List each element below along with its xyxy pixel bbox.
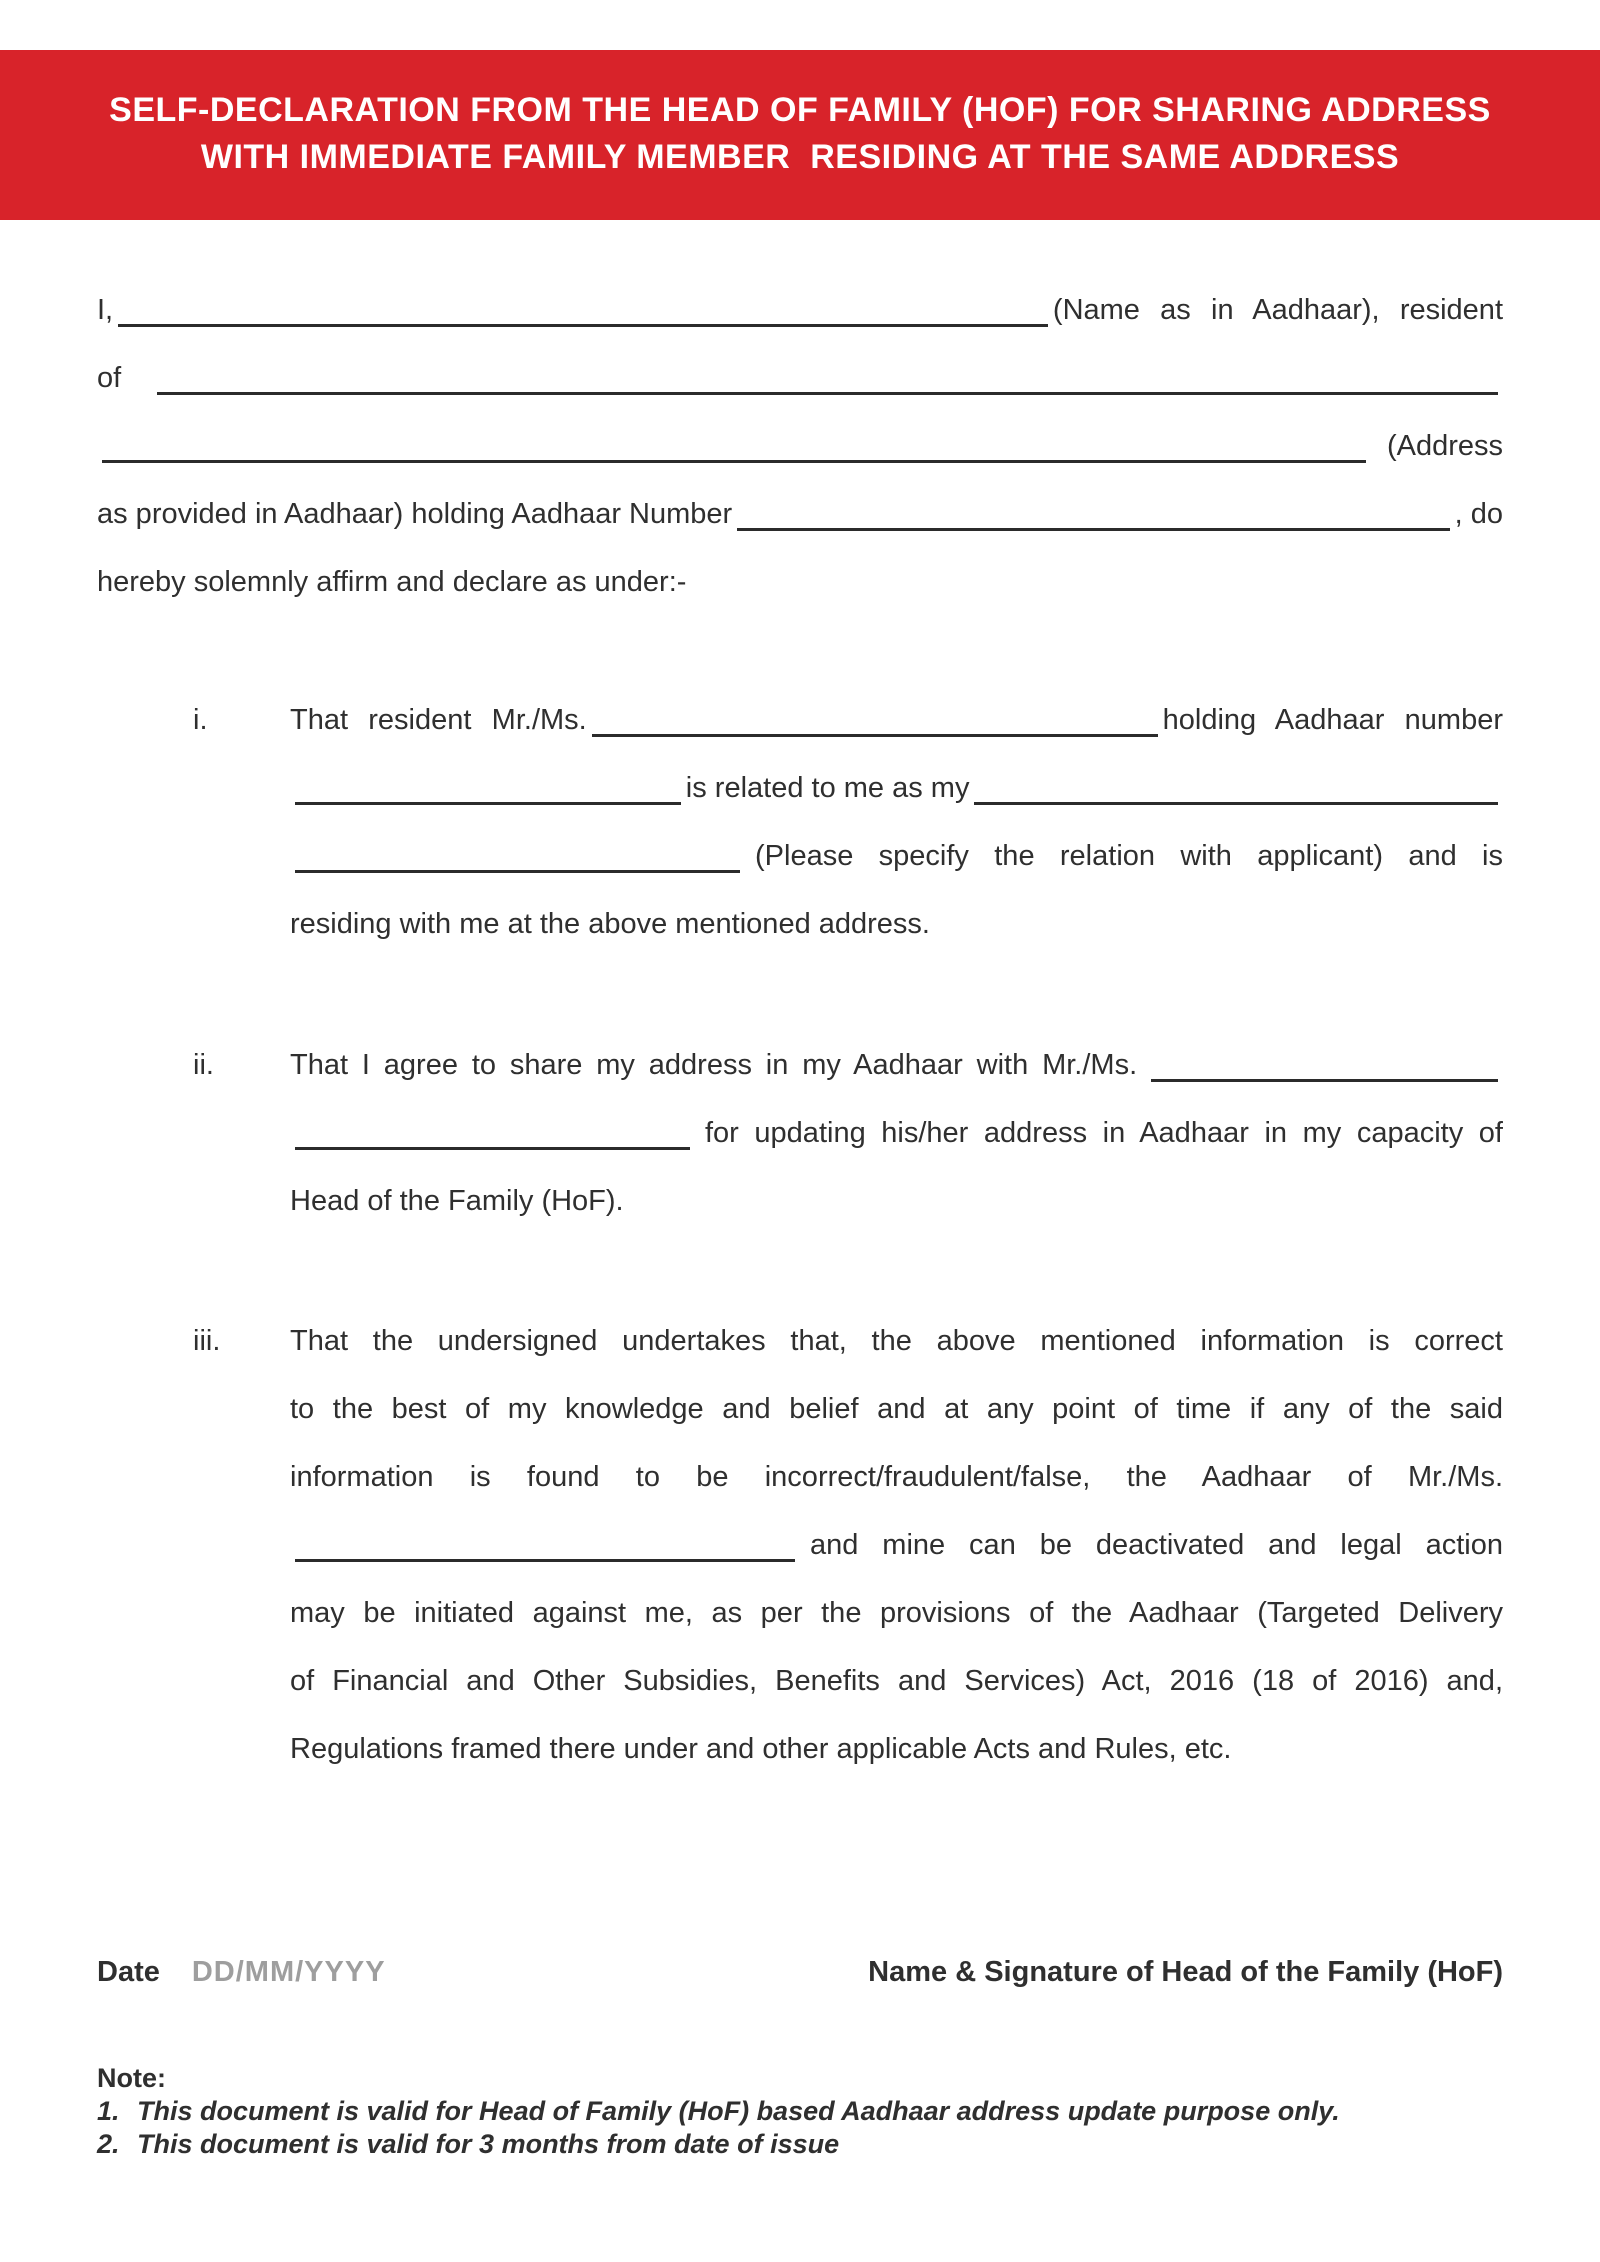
line-text: of (97, 362, 122, 394)
form-line: Regulations framed there under and other applicable Acts and Rules, etc. (290, 1733, 1232, 1765)
line-text: (Name as in Aadhaar), resident (1052, 294, 1503, 326)
blank-line (974, 754, 1498, 805)
clause-i-lines (290, 686, 1503, 958)
form-line (290, 1099, 1503, 1167)
line-text: , do (1454, 498, 1503, 530)
form-line: Head of the Family (HoF). (290, 1185, 624, 1217)
form-line: hereby solemnly affirm and declare as under:- (97, 566, 687, 598)
clause-i-marker: i. (193, 704, 208, 736)
form-line (290, 686, 1503, 754)
clause-iii (97, 1307, 1503, 1783)
line-text: That I agree to share my address in my Aadhaar with Mr./Ms. (290, 1049, 1138, 1081)
form-line (97, 412, 1503, 480)
banner-title-line2: WITH IMMEDIATE FAMILY MEMBER RESIDING AT THE SAME ADDRESS (200, 138, 1400, 176)
form-line (97, 480, 1503, 548)
form-line (290, 822, 1503, 890)
line-text: (Address (1386, 430, 1503, 462)
note-section (97, 2062, 1503, 2161)
note-item (97, 2128, 1503, 2161)
line-text: for updating his/her address in Aadhaar in my capacity of (705, 1117, 1503, 1149)
date-signature-row (97, 1952, 1503, 1992)
date-group (97, 1952, 386, 1992)
note-item-text: This document is valid for Head of Family (HoF) based Aadhaar address update purpose only. (137, 2096, 1340, 2126)
date-placeholder: DD/MM/YYYY (191, 1956, 386, 1988)
clause-iii-marker: iii. (193, 1325, 221, 1357)
blank-line (1151, 1031, 1498, 1082)
form-line (97, 276, 1503, 344)
banner-title-line1: SELF-DECLARATION FROM THE HEAD OF FAMILY (HOF) FOR SHARING ADDRESS (109, 91, 1491, 129)
line-text: is related to me as my (685, 772, 970, 804)
form-line: That the undersigned undertakes that, the above mentioned information is correct (290, 1325, 1503, 1357)
declaration-intro-paragraph (97, 276, 1503, 616)
blank-line (295, 822, 740, 873)
blank-line (295, 754, 681, 805)
note-items (97, 2095, 1503, 2161)
clause-ii-marker: ii. (193, 1049, 214, 1081)
note-item-marker: 2. (97, 2129, 120, 2159)
form-line (290, 1031, 1503, 1099)
line-text: and mine can be deactivated and legal action (810, 1529, 1503, 1561)
clause-ii (97, 1031, 1503, 1235)
form-line: may be initiated against me, as per the provisions of the Aadhaar (Targeted Delivery (290, 1597, 1503, 1629)
blank-line (592, 686, 1158, 737)
blank-line (102, 412, 1366, 463)
form-line (97, 344, 1503, 412)
clause-i (97, 686, 1503, 958)
line-text: holding Aadhaar number (1162, 704, 1503, 736)
blank-line (157, 344, 1498, 395)
note-heading: Note: (97, 2063, 166, 2093)
line-text: (Please specify the relation with applicant) and is (755, 840, 1503, 872)
line-text: I, (97, 294, 114, 326)
blank-line (118, 276, 1048, 327)
form-line: of Financial and Other Subsidies, Benefits and Services) Act, 2016 (18 of 2016) and, (290, 1665, 1503, 1697)
form-line: to the best of my knowledge and belief and at any point of time if any of the said (290, 1393, 1503, 1425)
date-label: Date (97, 1956, 160, 1988)
line-text: That resident Mr./Ms. (290, 704, 587, 736)
clause-iii-lines (290, 1307, 1503, 1783)
form-line (290, 754, 1503, 822)
blank-line (295, 1099, 690, 1150)
signature-label: Name & Signature of Head of the Family (HoF) (868, 1956, 1503, 1988)
blank-line (295, 1511, 795, 1562)
form-line: information is found to be incorrect/fraudulent/false, the Aadhaar of Mr./Ms. (290, 1461, 1503, 1493)
clause-ii-lines (290, 1031, 1503, 1235)
form-line (290, 1511, 1503, 1579)
form-line: residing with me at the above mentioned address. (290, 908, 930, 940)
note-item-marker: 1. (97, 2096, 120, 2126)
blank-line (737, 480, 1449, 531)
note-item (97, 2095, 1503, 2128)
title-banner (0, 50, 1600, 220)
note-item-text: This document is valid for 3 months from date of issue (137, 2129, 840, 2159)
line-text: as provided in Aadhaar) holding Aadhaar Number (97, 498, 733, 530)
